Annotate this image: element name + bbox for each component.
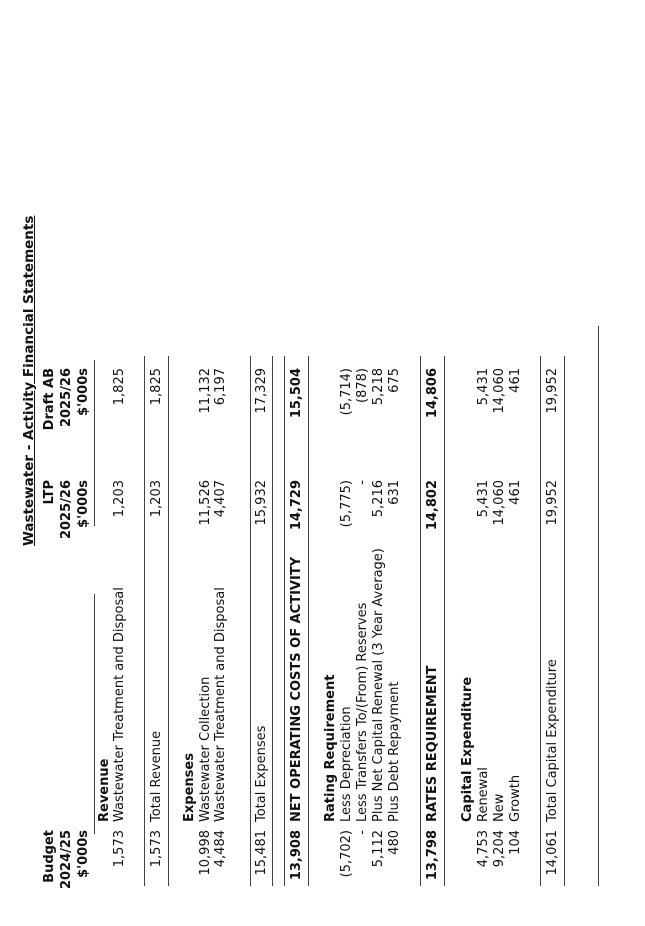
capital-row-3-ltp: 461 (508, 480, 523, 505)
revenue-row-draft: 1,825 (112, 368, 127, 406)
statement-title: Wastewater - Activity Financial Statements (21, 215, 37, 546)
rating-row-3-draft: 5,218 (371, 368, 386, 406)
expenses-row-2-label: Wastewater Treatment and Disposal (213, 587, 228, 822)
rating-row-1-draft: (5,714) (339, 368, 354, 416)
rates-requirement-ltp: 14,802 (425, 480, 440, 531)
revenue-heading: Revenue (97, 758, 112, 822)
capital-row-3-budget: 104 (508, 830, 523, 855)
capital-total-label: Total Capital Expenditure (545, 659, 560, 822)
capital-row-2-draft: 14,060 (492, 368, 507, 414)
col-header-draft-l3: $'000s (76, 368, 91, 416)
expenses-total-label: Total Expenses (254, 725, 269, 822)
expenses-total-ltp: 15,932 (254, 480, 269, 526)
col-header-draft-l1: Draft AB (42, 368, 57, 431)
header-rule-right (94, 360, 95, 526)
rating-row-2-budget: - (355, 830, 370, 835)
net-rule-top (284, 356, 285, 886)
col-header-budget-l3: $'000s (76, 830, 91, 878)
revenue-total-ltp: 1,203 (149, 480, 164, 518)
revenue-row-label: Wastewater Treatment and Disposal (112, 587, 127, 822)
col-header-ltp-l2: 2025/26 (59, 480, 74, 540)
col-header-ltp-l3: $'000s (76, 480, 91, 528)
rating-heading: Rating Requirement (323, 674, 338, 822)
expenses-row-1-draft: 11,132 (198, 368, 213, 414)
capital-rule-bottom (564, 356, 565, 886)
capital-row-2-label: New (492, 793, 507, 822)
revenue-row-ltp: 1,203 (112, 480, 127, 518)
rating-row-2-label: Less Transfers To/(From) Reserves (355, 602, 370, 822)
expenses-rule-bottom (272, 356, 273, 886)
expenses-row-1-ltp: 11,526 (198, 480, 213, 526)
expenses-row-2-draft: 6,197 (213, 368, 228, 406)
header-rule (94, 594, 95, 834)
net-operating-ltp: 14,729 (289, 480, 304, 531)
revenue-total-budget: 1,573 (149, 830, 164, 868)
expenses-row-2-budget: 4,484 (213, 830, 228, 868)
capital-row-3-draft: 461 (508, 368, 523, 393)
net-operating-label: NET OPERATING COSTS OF ACTIVITY (289, 556, 304, 822)
capital-heading: Capital Expenditure (460, 676, 475, 822)
rating-row-2-ltp: - (355, 480, 370, 485)
rating-row-1-budget: (5,702) (339, 830, 354, 878)
capital-total-budget: 14,061 (545, 830, 560, 876)
capital-row-3-label: Growth (508, 774, 523, 822)
expenses-row-1-label: Wastewater Collection (198, 676, 213, 822)
capital-row-1-label: Renewal (476, 767, 491, 822)
revenue-rule-top (144, 356, 145, 886)
revenue-row-budget: 1,573 (112, 830, 127, 868)
rates-rule-bottom (444, 356, 445, 886)
col-header-ltp-l1: LTP (42, 480, 57, 505)
revenue-total-draft: 1,825 (149, 368, 164, 406)
rates-requirement-budget: 13,798 (425, 830, 440, 881)
rating-row-2-draft: (878) (355, 368, 370, 403)
rating-row-3-budget: 5,112 (371, 830, 386, 868)
expenses-row-1-budget: 10,998 (198, 830, 213, 876)
capital-row-2-ltp: 14,060 (492, 480, 507, 526)
expenses-heading: Expenses (182, 753, 197, 822)
revenue-rule-bottom (168, 356, 169, 886)
revenue-total-label: Total Revenue (149, 730, 164, 822)
col-header-budget-l1: Budget (42, 830, 57, 883)
rating-row-4-ltp: 631 (387, 480, 402, 505)
rating-row-3-label: Plus Net Capital Renewal (3 Year Average) (371, 548, 386, 822)
capital-rule-top (540, 356, 541, 886)
capital-row-2-budget: 9,204 (492, 830, 507, 868)
net-operating-budget: 13,908 (289, 830, 304, 881)
capital-total-draft: 19,952 (545, 368, 560, 414)
net-operating-draft: 15,504 (289, 368, 304, 419)
capital-row-1-draft: 5,431 (476, 368, 491, 406)
col-header-budget-l2: 2024/25 (59, 830, 74, 890)
rating-row-4-draft: 675 (387, 368, 402, 393)
net-rule-bottom (308, 356, 309, 886)
rating-row-4-label: Plus Debt Repayment (387, 681, 402, 822)
rating-row-3-ltp: 5,216 (371, 480, 386, 518)
rates-requirement-draft: 14,806 (425, 368, 440, 419)
expenses-total-draft: 17,329 (254, 368, 269, 414)
capital-row-1-ltp: 5,431 (476, 480, 491, 518)
expenses-row-2-ltp: 4,407 (213, 480, 228, 518)
capital-total-ltp: 19,952 (545, 480, 560, 526)
expenses-rule-top (250, 356, 251, 886)
rates-rule-top (420, 356, 421, 886)
col-header-draft-l2: 2025/26 (59, 368, 74, 428)
rating-row-1-ltp: (5,775) (339, 480, 354, 528)
rates-requirement-label: RATES REQUIREMENT (425, 665, 440, 822)
footer-rule (598, 326, 599, 886)
expenses-total-budget: 15,481 (254, 830, 269, 876)
rating-row-4-budget: 480 (387, 830, 402, 855)
rating-row-1-label: Less Depreciation (339, 706, 354, 822)
capital-row-1-budget: 4,753 (476, 830, 491, 868)
